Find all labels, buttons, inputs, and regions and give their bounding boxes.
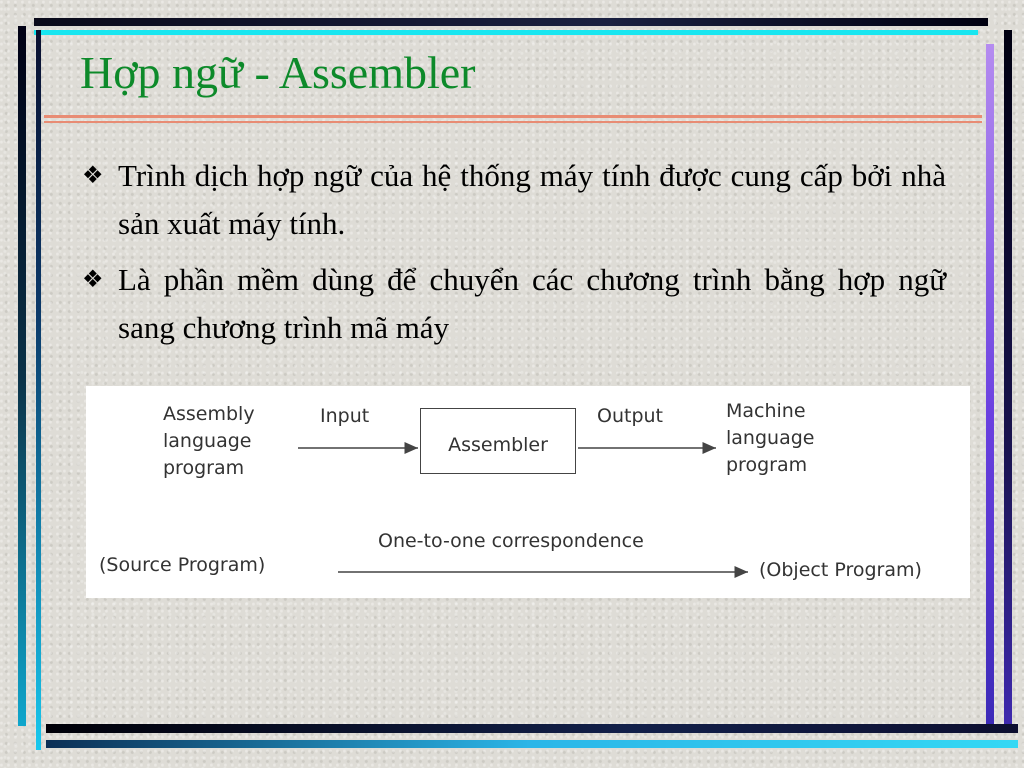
frame-top-cyan-bar: [34, 30, 978, 35]
slide-title: Hợp ngữ - Assembler: [80, 47, 476, 98]
frame-top-dark-bar: [34, 18, 988, 26]
frame-right-purple-bar: [986, 44, 994, 724]
bullet-diamond-icon: ❖: [82, 163, 104, 189]
assembler-diagram: [86, 386, 970, 598]
frame-right-dark-bar: [1004, 30, 1012, 730]
bullet-text: Là phần mềm dùng để chuyển các chương trình bằng hợp ngữ sang chương trình mã máy: [118, 262, 946, 345]
frame-left-cyan-bar: [36, 30, 41, 750]
correspondence-label: One-to-one correspondence: [378, 530, 644, 552]
bullet-list: [82, 152, 946, 360]
source-label: Assembly language program: [163, 403, 255, 479]
output-label: Output: [597, 405, 663, 427]
input-label: Input: [320, 405, 370, 427]
title-underline: [44, 115, 982, 118]
target-label: Machine language program: [726, 400, 815, 476]
bullet-diamond-icon: ❖: [82, 267, 104, 293]
frame-bottom-cyan-bar: [46, 740, 1018, 748]
bullet-text: Trình dịch hợp ngữ của hệ thống máy tính được cung cấp bởi nhà sản xuất máy tính.: [118, 158, 946, 241]
source-program-label: (Source Program): [99, 554, 266, 576]
object-program-label: (Object Program): [759, 559, 922, 581]
title-underline-second: [44, 121, 982, 123]
bullet-item: [82, 152, 946, 248]
frame-left-dark-bar: [18, 26, 26, 726]
bullet-item: [82, 256, 946, 352]
assembler-box: Assembler: [420, 408, 576, 474]
frame-bottom-dark-bar: [46, 724, 1018, 733]
